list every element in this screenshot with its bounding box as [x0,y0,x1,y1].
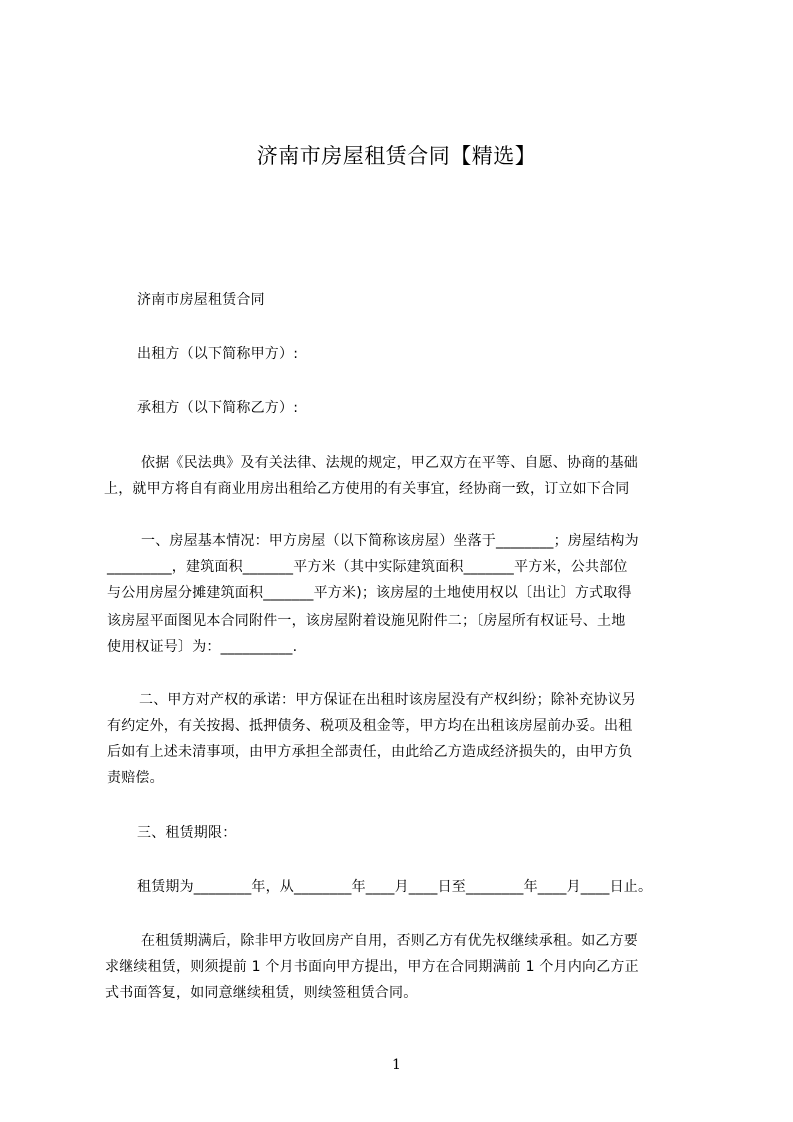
section1-line: 使用权证号〕为：__________. [107,639,298,655]
page-number: 1 [392,1057,401,1073]
section2-line: 后如有上述未清事项，由甲方承担全部责任，由此给乙方造成经济损失的，由甲方负 [107,744,633,760]
preamble-line: 依据《民法典》及有关法律、法规的规定，甲乙双方在平等、自愿、协商的基础 [141,455,638,471]
preamble-line: 上，就甲方将自有商业用房出租给乙方使用的有关事宜，经协商一致，订立如下合同 [104,481,630,497]
lessor-line: 出租方（以下简称甲方）: [137,346,299,362]
renewal-line: 求继续租赁，则须提前 1 个月书面向甲方提出，甲方在合同期满前 1 个月内向乙方正 [105,959,639,975]
section1-line: 与公用房屋分摊建筑面积_______平方米)；该房屋的土地使用权以〔出让〕方式取得 [107,585,632,601]
section3-heading: 三、租赁期限： [137,825,237,841]
renewal-line: 在租赁期满后，除非甲方收回房产自用，否则乙方有优先权继续承租。如乙方要 [141,933,638,949]
renewal-line: 式书面答复，如同意继续租赁，则续签租赁合同。 [105,985,418,1001]
lessee-line: 承租方（以下简称乙方）: [137,400,299,416]
section1-line: 一、房屋基本情况：甲方房屋（以下简称该房屋）坐落于________；房屋结构为 [141,533,639,549]
section2-line: 责赔偿。 [107,770,164,786]
section2-line: 二、甲方对产权的承诺：甲方保证在出租时该房屋没有产权纠纷；除补充协议另 [139,692,636,708]
contract-name: 济南市房屋租赁合同 [137,292,265,308]
section1-line: _________，建筑面积_______平方米（其中实际建筑面积_______平方米，公共部位 [107,559,628,575]
section2-line: 有约定外，有关按揭、抵押债务、税项及租金等，甲方均在出租该房屋前办妥。出租 [107,718,633,734]
section1-line: 该房屋平面图见本合同附件一，该房屋附着设施见附件二；〔房屋所有权证号、土地 [107,613,626,629]
lease-term-line: 租赁期为________年，从________年____月____日至________年____月____日止。 [137,879,653,895]
document-title: 济南市房屋租赁合同【精选】 [256,144,537,168]
